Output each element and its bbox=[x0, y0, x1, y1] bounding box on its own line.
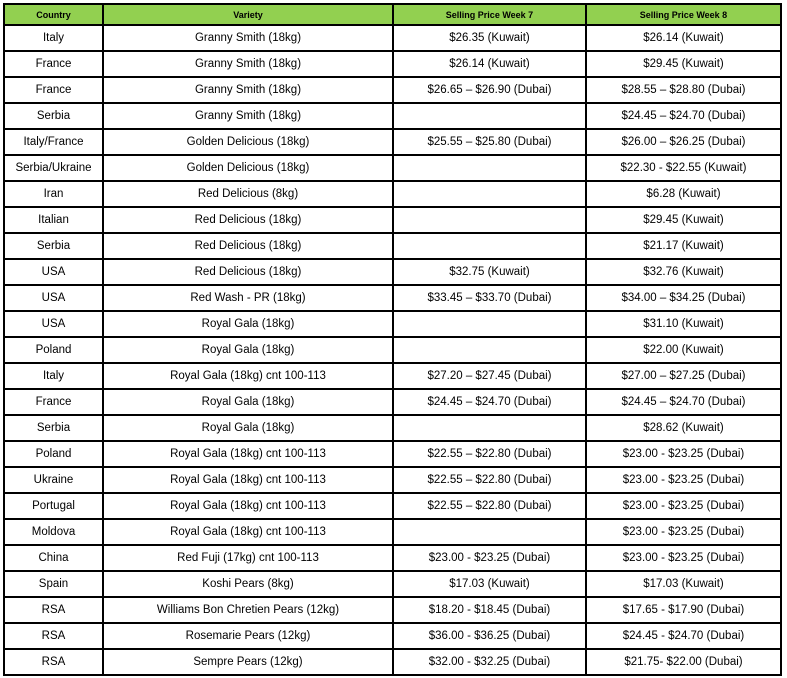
country-cell: Serbia bbox=[4, 415, 103, 441]
variety-cell: Williams Bon Chretien Pears (12kg) bbox=[103, 597, 393, 623]
column-header-variety: Variety bbox=[103, 4, 393, 25]
table-header-row bbox=[4, 4, 781, 25]
variety-cell: Granny Smith (18kg) bbox=[103, 51, 393, 77]
week-8-price-cell: $22.00 (Kuwait) bbox=[586, 337, 781, 363]
table-row bbox=[4, 259, 781, 285]
week-7-price-cell: $27.20 – $27.45 (Dubai) bbox=[393, 363, 586, 389]
week-7-price-cell bbox=[393, 233, 586, 259]
variety-cell: Royal Gala (18kg) bbox=[103, 311, 393, 337]
week-8-price-cell: $26.14 (Kuwait) bbox=[586, 25, 781, 51]
table-row bbox=[4, 207, 781, 233]
column-header-country: Country bbox=[4, 4, 103, 25]
week-8-price-cell: $21.17 (Kuwait) bbox=[586, 233, 781, 259]
table-row bbox=[4, 389, 781, 415]
country-cell: Ukraine bbox=[4, 467, 103, 493]
table-row bbox=[4, 25, 781, 51]
table-row bbox=[4, 441, 781, 467]
week-7-price-cell: $25.55 – $25.80 (Dubai) bbox=[393, 129, 586, 155]
country-cell: RSA bbox=[4, 649, 103, 675]
table-row bbox=[4, 649, 781, 675]
table-row bbox=[4, 155, 781, 181]
week-8-price-cell: $26.00 – $26.25 (Dubai) bbox=[586, 129, 781, 155]
week-8-price-cell: $17.03 (Kuwait) bbox=[586, 571, 781, 597]
table-row bbox=[4, 493, 781, 519]
week-7-price-cell bbox=[393, 311, 586, 337]
week-8-price-cell: $22.30 - $22.55 (Kuwait) bbox=[586, 155, 781, 181]
week-8-price-cell: $23.00 - $23.25 (Dubai) bbox=[586, 545, 781, 571]
week-7-price-cell: $33.45 – $33.70 (Dubai) bbox=[393, 285, 586, 311]
table-row bbox=[4, 545, 781, 571]
variety-cell: Royal Gala (18kg) bbox=[103, 415, 393, 441]
variety-cell: Red Delicious (18kg) bbox=[103, 233, 393, 259]
variety-cell: Royal Gala (18kg) cnt 100-113 bbox=[103, 467, 393, 493]
table-row bbox=[4, 129, 781, 155]
variety-cell: Royal Gala (18kg) bbox=[103, 389, 393, 415]
table-row bbox=[4, 467, 781, 493]
table-row bbox=[4, 233, 781, 259]
week-8-price-cell: $23.00 - $23.25 (Dubai) bbox=[586, 467, 781, 493]
week-7-price-cell: $26.65 – $26.90 (Dubai) bbox=[393, 77, 586, 103]
variety-cell: Granny Smith (18kg) bbox=[103, 103, 393, 129]
week-8-price-cell: $29.45 (Kuwait) bbox=[586, 207, 781, 233]
table-row bbox=[4, 51, 781, 77]
week-7-price-cell: $18.20 - $18.45 (Dubai) bbox=[393, 597, 586, 623]
table-row bbox=[4, 77, 781, 103]
week-7-price-cell: $22.55 – $22.80 (Dubai) bbox=[393, 467, 586, 493]
week-7-price-cell bbox=[393, 415, 586, 441]
week-7-price-cell: $32.75 (Kuwait) bbox=[393, 259, 586, 285]
week-8-price-cell: $34.00 – $34.25 (Dubai) bbox=[586, 285, 781, 311]
country-cell: Iran bbox=[4, 181, 103, 207]
variety-cell: Rosemarie Pears (12kg) bbox=[103, 623, 393, 649]
week-8-price-cell: $24.45 - $24.70 (Dubai) bbox=[586, 623, 781, 649]
week-8-price-cell: $17.65 - $17.90 (Dubai) bbox=[586, 597, 781, 623]
country-cell: Serbia/Ukraine bbox=[4, 155, 103, 181]
variety-cell: Golden Delicious (18kg) bbox=[103, 129, 393, 155]
week-7-price-cell: $22.55 – $22.80 (Dubai) bbox=[393, 441, 586, 467]
week-7-price-cell bbox=[393, 155, 586, 181]
week-8-price-cell: $32.76 (Kuwait) bbox=[586, 259, 781, 285]
variety-cell: Royal Gala (18kg) cnt 100-113 bbox=[103, 493, 393, 519]
country-cell: Italian bbox=[4, 207, 103, 233]
week-8-price-cell: $23.00 - $23.25 (Dubai) bbox=[586, 441, 781, 467]
week-8-price-cell: $23.00 - $23.25 (Dubai) bbox=[586, 493, 781, 519]
table-row bbox=[4, 181, 781, 207]
table-row bbox=[4, 519, 781, 545]
variety-cell: Red Fuji (17kg) cnt 100-113 bbox=[103, 545, 393, 571]
table-body bbox=[4, 25, 781, 675]
country-cell: Italy/France bbox=[4, 129, 103, 155]
week-7-price-cell: $26.35 (Kuwait) bbox=[393, 25, 586, 51]
week-8-price-cell: $21.75- $22.00 (Dubai) bbox=[586, 649, 781, 675]
country-cell: Moldova bbox=[4, 519, 103, 545]
week-7-price-cell bbox=[393, 103, 586, 129]
column-header-week-7: Selling Price Week 7 bbox=[393, 4, 586, 25]
week-7-price-cell: $36.00 - $36.25 (Dubai) bbox=[393, 623, 586, 649]
week-8-price-cell: $28.55 – $28.80 (Dubai) bbox=[586, 77, 781, 103]
week-7-price-cell: $32.00 - $32.25 (Dubai) bbox=[393, 649, 586, 675]
table-row bbox=[4, 363, 781, 389]
country-cell: France bbox=[4, 389, 103, 415]
country-cell: USA bbox=[4, 311, 103, 337]
country-cell: RSA bbox=[4, 597, 103, 623]
week-7-price-cell bbox=[393, 519, 586, 545]
country-cell: Poland bbox=[4, 441, 103, 467]
country-cell: China bbox=[4, 545, 103, 571]
price-table-container bbox=[3, 3, 782, 676]
variety-cell: Royal Gala (18kg) cnt 100-113 bbox=[103, 363, 393, 389]
country-cell: USA bbox=[4, 259, 103, 285]
variety-cell: Red Delicious (18kg) bbox=[103, 259, 393, 285]
country-cell: Serbia bbox=[4, 103, 103, 129]
week-7-price-cell: $17.03 (Kuwait) bbox=[393, 571, 586, 597]
price-table bbox=[3, 3, 782, 676]
country-cell: France bbox=[4, 77, 103, 103]
week-7-price-cell bbox=[393, 181, 586, 207]
week-7-price-cell: $23.00 - $23.25 (Dubai) bbox=[393, 545, 586, 571]
variety-cell: Golden Delicious (18kg) bbox=[103, 155, 393, 181]
table-row bbox=[4, 415, 781, 441]
week-7-price-cell bbox=[393, 207, 586, 233]
table-row bbox=[4, 337, 781, 363]
variety-cell: Red Delicious (18kg) bbox=[103, 207, 393, 233]
variety-cell: Royal Gala (18kg) cnt 100-113 bbox=[103, 441, 393, 467]
variety-cell: Royal Gala (18kg) bbox=[103, 337, 393, 363]
table-row bbox=[4, 311, 781, 337]
country-cell: Spain bbox=[4, 571, 103, 597]
variety-cell: Granny Smith (18kg) bbox=[103, 77, 393, 103]
variety-cell: Koshi Pears (8kg) bbox=[103, 571, 393, 597]
week-8-price-cell: $27.00 – $27.25 (Dubai) bbox=[586, 363, 781, 389]
table-row bbox=[4, 571, 781, 597]
country-cell: RSA bbox=[4, 623, 103, 649]
variety-cell: Red Wash - PR (18kg) bbox=[103, 285, 393, 311]
week-8-price-cell: $28.62 (Kuwait) bbox=[586, 415, 781, 441]
week-7-price-cell: $22.55 – $22.80 (Dubai) bbox=[393, 493, 586, 519]
week-8-price-cell: $23.00 - $23.25 (Dubai) bbox=[586, 519, 781, 545]
country-cell: Italy bbox=[4, 25, 103, 51]
week-7-price-cell bbox=[393, 337, 586, 363]
table-row bbox=[4, 103, 781, 129]
week-8-price-cell: $24.45 – $24.70 (Dubai) bbox=[586, 103, 781, 129]
table-row bbox=[4, 623, 781, 649]
week-7-price-cell: $26.14 (Kuwait) bbox=[393, 51, 586, 77]
variety-cell: Royal Gala (18kg) cnt 100-113 bbox=[103, 519, 393, 545]
country-cell: Poland bbox=[4, 337, 103, 363]
variety-cell: Red Delicious (8kg) bbox=[103, 181, 393, 207]
week-8-price-cell: $31.10 (Kuwait) bbox=[586, 311, 781, 337]
country-cell: Portugal bbox=[4, 493, 103, 519]
week-7-price-cell: $24.45 – $24.70 (Dubai) bbox=[393, 389, 586, 415]
country-cell: USA bbox=[4, 285, 103, 311]
table-row bbox=[4, 285, 781, 311]
variety-cell: Granny Smith (18kg) bbox=[103, 25, 393, 51]
country-cell: Serbia bbox=[4, 233, 103, 259]
table-row bbox=[4, 597, 781, 623]
column-header-week-8: Selling Price Week 8 bbox=[586, 4, 781, 25]
variety-cell: Sempre Pears (12kg) bbox=[103, 649, 393, 675]
week-8-price-cell: $24.45 – $24.70 (Dubai) bbox=[586, 389, 781, 415]
country-cell: Italy bbox=[4, 363, 103, 389]
week-8-price-cell: $29.45 (Kuwait) bbox=[586, 51, 781, 77]
country-cell: France bbox=[4, 51, 103, 77]
week-8-price-cell: $6.28 (Kuwait) bbox=[586, 181, 781, 207]
